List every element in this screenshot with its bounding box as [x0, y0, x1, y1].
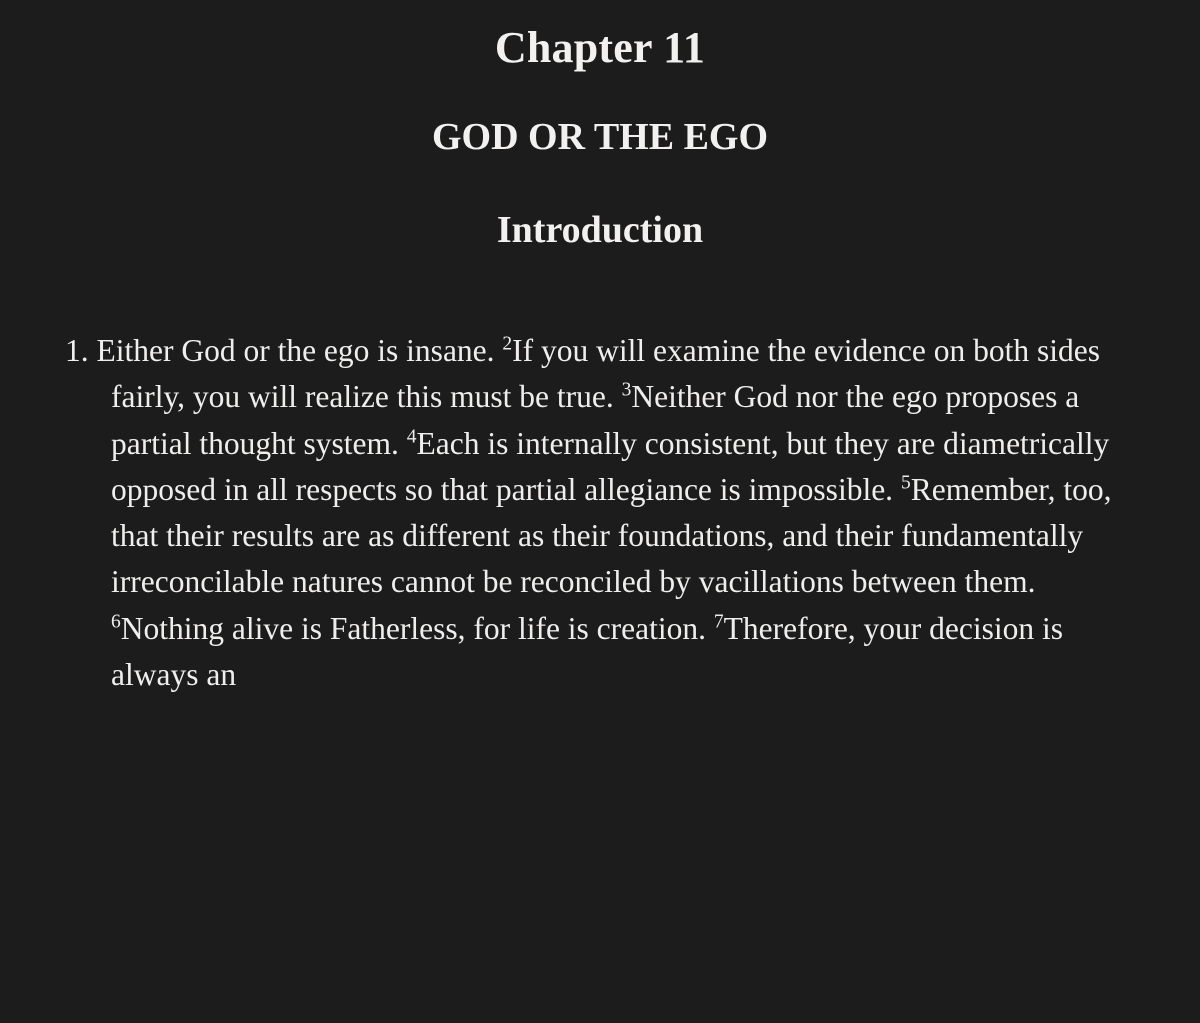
sentence-marker-3: 3 [621, 379, 632, 401]
paragraph-sentence-5: Remember, too, that their results are as different as their foundations, and their fundamentally irreconcilable natures cannot be reconciled by vacillations between them. [111, 471, 1112, 600]
section-title-heading: Introduction [496, 209, 704, 252]
chapter-title-heading: GOD OR THE EGO [431, 115, 769, 158]
document-body [62, 328, 1138, 698]
sentence-marker-7: 7 [713, 611, 724, 633]
sentence-marker-6: 6 [111, 611, 121, 633]
sentence-marker-4: 4 [406, 426, 417, 448]
sentence-marker-5: 5 [900, 472, 911, 494]
paragraph-sentence-6: Nothing alive is Fatherless, for life is creation. [120, 610, 714, 646]
paragraph-sentence-3: Neither God nor the ego proposes a partial thought system. [111, 379, 1080, 461]
paragraph-sentence-4: Each is internally consistent, but they are diametrically opposed in all respects so that partial allegiance is impossible. [111, 425, 1110, 507]
chapter-number-heading: Chapter 11 [494, 23, 706, 72]
paragraph-sentence-1: Either God or the ego is insane. [96, 332, 503, 368]
sentence-marker-2: 2 [502, 333, 513, 355]
paragraph-sentence-2: If you will examine the evidence on both sides fairly, you will realize this must be true. [111, 332, 1101, 415]
paragraph-1 [65, 328, 1138, 698]
paragraph-number: 1. [65, 332, 89, 368]
paragraph-sentence-7: Therefore, your decision is always an [111, 610, 1064, 693]
